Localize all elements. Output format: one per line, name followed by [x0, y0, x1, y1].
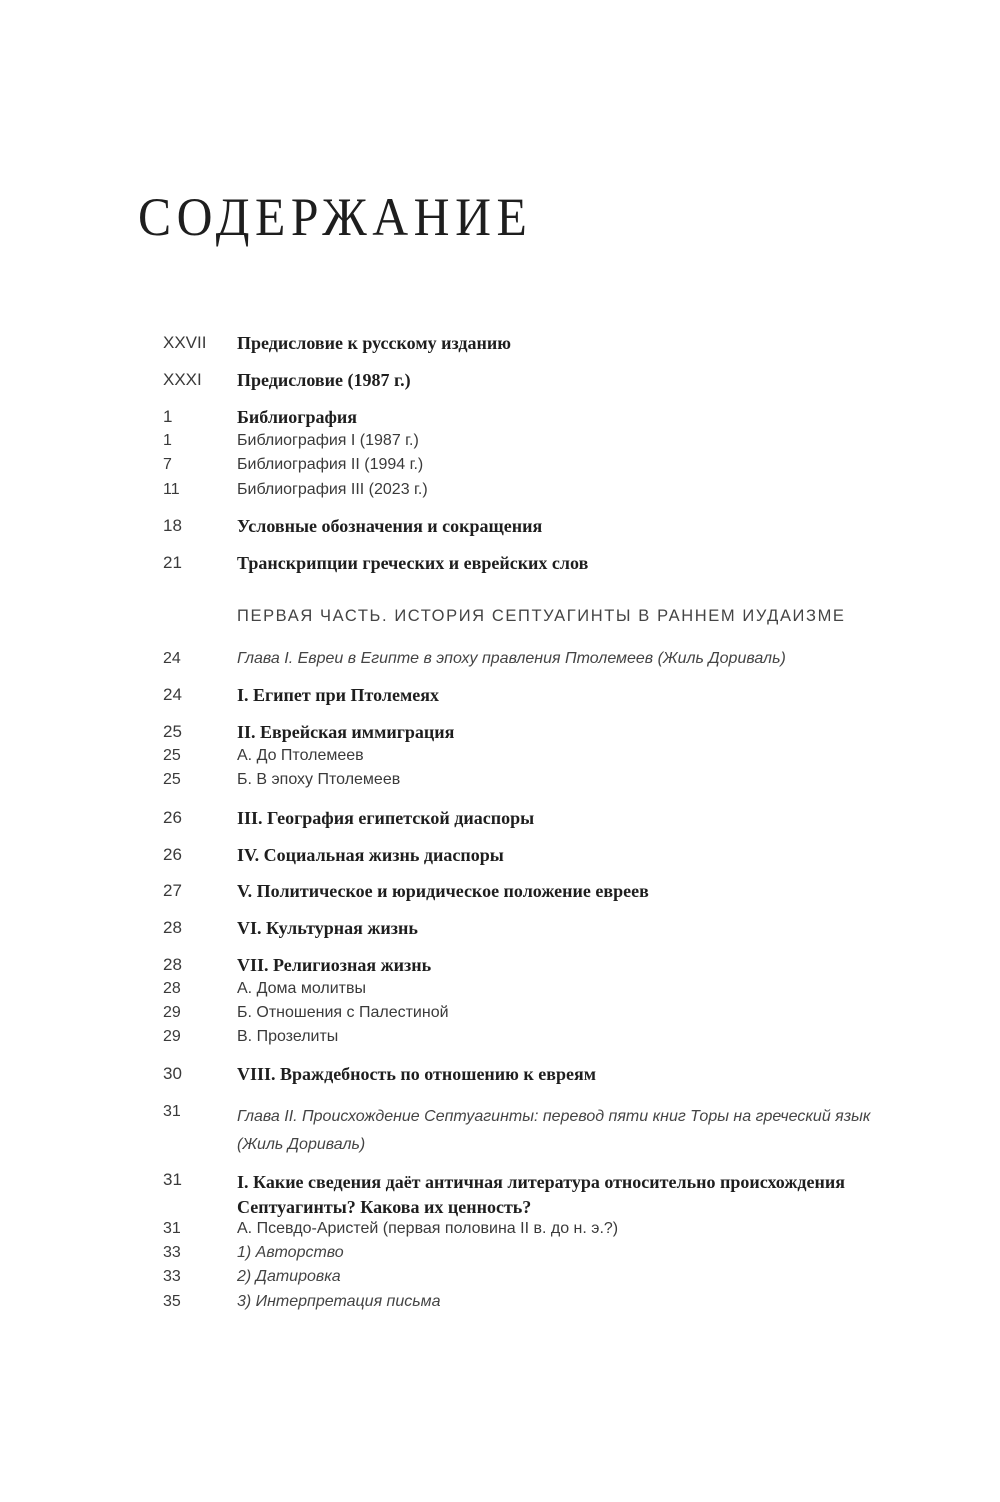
page-number: 7 — [163, 456, 172, 473]
entry-title: Библиография I (1987 г.) — [237, 432, 419, 449]
page-number: 28 — [163, 955, 182, 974]
page-number: 31 — [163, 1103, 181, 1120]
entry-title: V. Политическое и юридическое положение евреев — [237, 881, 649, 901]
page-number: 21 — [163, 553, 182, 572]
page-number: 28 — [163, 980, 181, 997]
page-number: 26 — [163, 845, 182, 864]
entry-title: Транскрипции греческих и еврейских слов — [237, 553, 589, 573]
page-number: 31 — [163, 1170, 182, 1189]
entry-title: Предисловие (1987 г.) — [237, 370, 411, 390]
entry-title: I. Какие сведения даёт античная литература относительно происхождения Септуагинты? Какова их ценность? — [237, 1172, 845, 1217]
page-number: 33 — [163, 1244, 181, 1261]
entry-title: Б. В эпоху Птолемеев — [237, 771, 401, 788]
page-number: 25 — [163, 722, 182, 741]
page-number: 29 — [163, 1004, 181, 1021]
page-number: 35 — [163, 1293, 181, 1310]
entry-title: VII. Религиозная жизнь — [237, 955, 432, 975]
page-number: 29 — [163, 1028, 181, 1045]
page-number: 25 — [163, 747, 181, 764]
part-title: ПЕРВАЯ ЧАСТЬ. ИСТОРИЯ СЕПТУАГИНТЫ В РАННЕМ ИУДАИЗМЕ — [237, 607, 846, 625]
entry-title: В. Прозелиты — [237, 1028, 339, 1045]
page-number: 27 — [163, 881, 182, 900]
entry-title: 2) Датировка — [237, 1268, 341, 1285]
page-number: 24 — [163, 650, 181, 667]
page-number: 28 — [163, 918, 182, 937]
page-number: 18 — [163, 516, 182, 535]
page-number: 1 — [163, 407, 173, 426]
page-number: 31 — [163, 1220, 181, 1237]
page-number: 33 — [163, 1268, 181, 1285]
entry-title: IV. Социальная жизнь диаспоры — [237, 845, 504, 865]
entry-title: А. До Птолемеев — [237, 747, 364, 764]
entry-title: Условные обозначения и сокращения — [237, 516, 543, 536]
entry-title: Библиография III (2023 г.) — [237, 481, 428, 498]
entry-title: Библиография — [237, 407, 358, 427]
page-number: 1 — [163, 432, 172, 449]
entry-title: II. Еврейская иммиграция — [237, 722, 455, 742]
chapter-title: Глава II. Происхождение Септуагинты: перевод пяти книг Торы на греческий язык (Жиль Дориваль) — [237, 1108, 871, 1153]
entry-title: 1) Авторство — [237, 1244, 344, 1261]
entry-title: Б. Отношения с Палестиной — [237, 1004, 449, 1021]
page-number: 26 — [163, 808, 182, 827]
page-number: XXVII — [163, 333, 207, 352]
page-number: 11 — [163, 481, 180, 498]
page-number: 25 — [163, 771, 181, 788]
page-title: СОДЕРЖАНИЕ — [138, 187, 533, 247]
entry-title: А. Псевдо-Аристей (первая половина II в. до н. э.?) — [237, 1220, 619, 1237]
page-number: 24 — [163, 685, 182, 704]
entry-title: VI. Культурная жизнь — [237, 918, 418, 938]
entry-title: I. Египет при Птолемеях — [237, 685, 439, 705]
page-number: XXXI — [163, 370, 202, 389]
entry-title: III. География египетской диаспоры — [237, 808, 535, 828]
entry-title: Предисловие к русскому изданию — [237, 333, 511, 353]
page-number: 30 — [163, 1064, 182, 1083]
entry-title: 3) Интерпретация письма — [237, 1293, 441, 1310]
entry-title: А. Дома молитвы — [237, 980, 366, 997]
entry-title: Библиография II (1994 г.) — [237, 456, 424, 473]
chapter-title: Глава I. Евреи в Египте в эпоху правления Птолемеев (Жиль Дориваль) — [237, 650, 786, 667]
entry-title: VIII. Враждебность по отношению к евреям — [237, 1064, 597, 1084]
